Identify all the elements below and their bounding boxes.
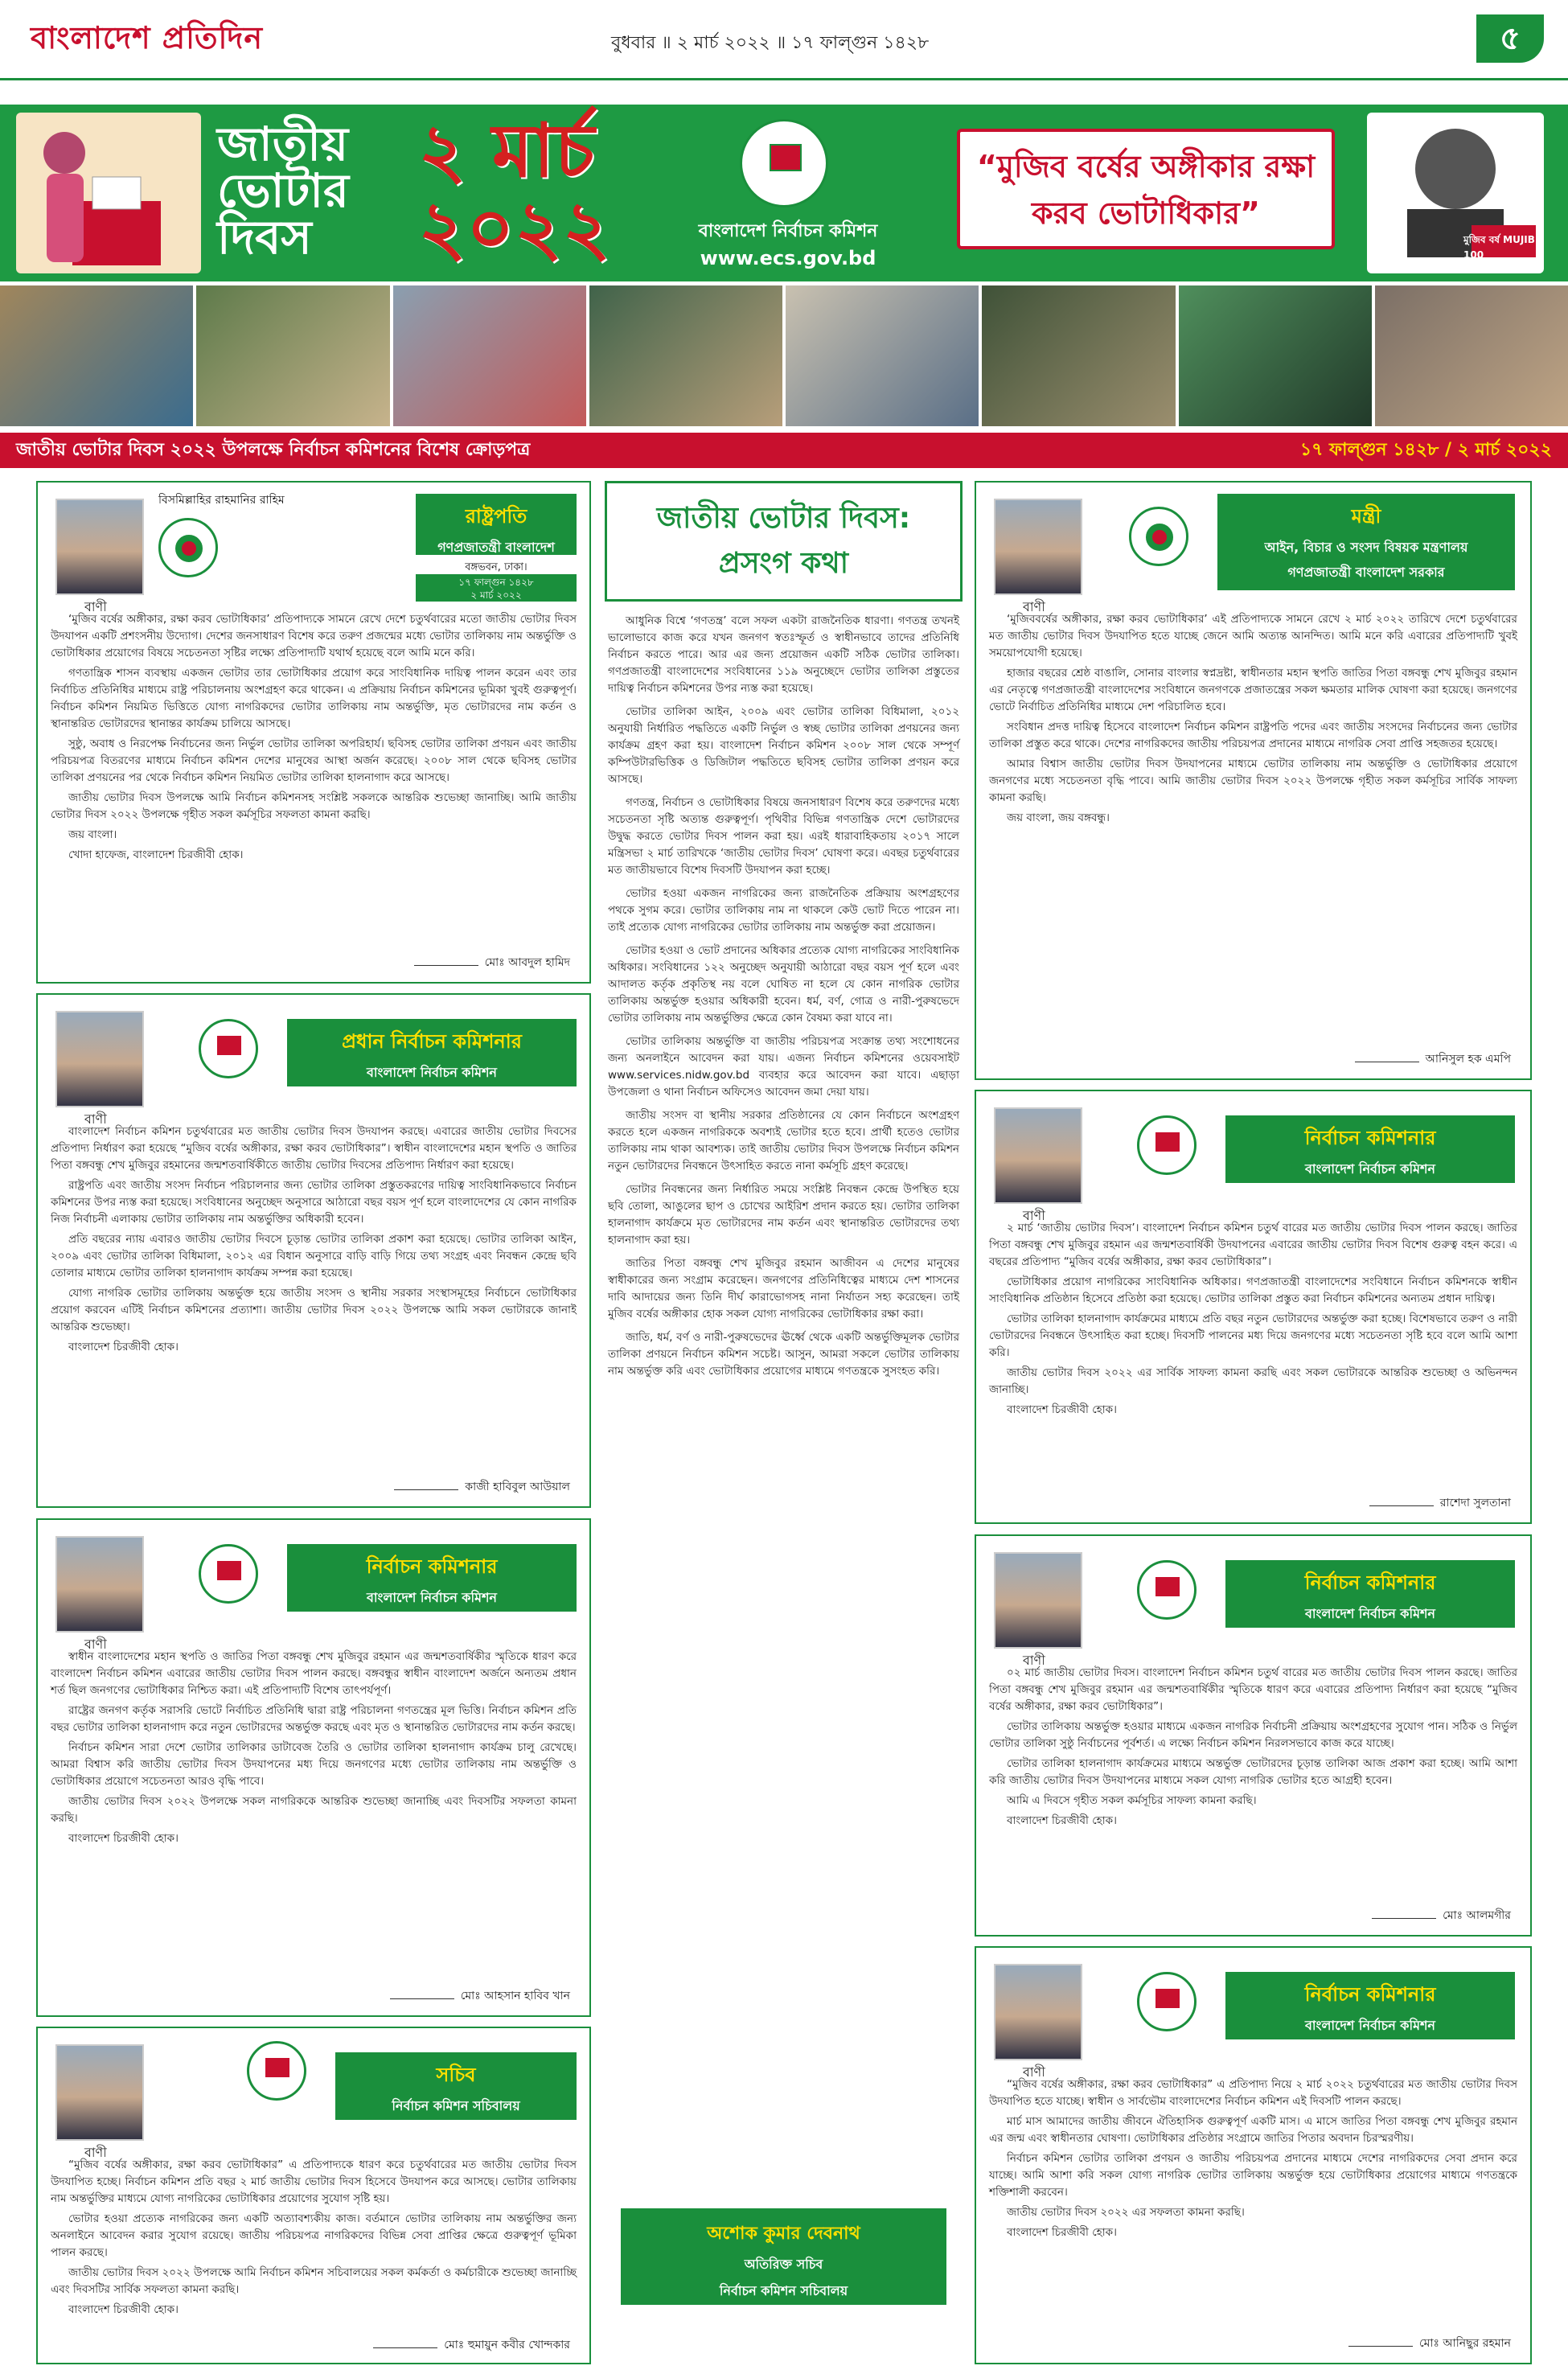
commissioner-message (975, 1946, 1532, 2364)
avatar (55, 1536, 144, 1633)
mujib-badge-text: মুজিব বর্ষ MUJIB 100 (1463, 234, 1535, 261)
voter-illustration (16, 113, 201, 273)
article-paragraph: জাতির পিতা বঙ্গবন্ধু শেখ মুজিবুর রহমান আজীবন এ দেশের মানুষের স্বাধীকারের জন্য সংগ্রাম করেছেন। জনগণের প্রতিনিধিত্বের মাধ্যমে দেশ শাসনের দাবি আদায়ের জন্য তিনি দীর্ঘ কারাভোগসহ নানা নির্যাতন সহ্য করেছেন। তাই মুজিব বর্ষের অঙ্গীকার হোক সকল যোগ্য নাগরিকের ভোটাধিকার রক্ষা করা। (608, 1257, 959, 1320)
avatar (55, 1011, 144, 1107)
avatar (994, 1964, 1082, 2060)
cec-message (36, 993, 591, 1508)
president-message (36, 481, 591, 984)
commissioner-message (975, 1534, 1532, 1937)
election-commission-logo (247, 2041, 306, 2101)
message-label: বাণী (1023, 1208, 1045, 1223)
avatar (994, 1552, 1082, 1649)
signature: মোঃ হুমায়ুন কবীর খোন্দকার (373, 2335, 570, 2355)
signature: মোঃ আহসান হাবিব খান (390, 1986, 570, 2006)
dateline: বুধবার ॥ ২ মার্চ ২০২২ ॥ ১৭ ফাল্গুন ১৪২৮ (611, 33, 930, 53)
banner-date: ২ মার্চ ২০২২ (418, 108, 611, 271)
article-paragraph: ভোটার হওয়া একজন নাগরিকের জন্য রাজনৈতিক প্রক্রিয়ায় অংশগ্রহণের পথকে সুগম করে। ভোটার তালিকায় নাম না থাকলে কেউ ভোট দিতে পারেন না। তাই প্রত্যেক যোগ্য নাগরিকের ভোটার তালিকায় নাম অন্তর্ভুক্ত করা প্রয়োজন। (608, 887, 959, 934)
event-photo[interactable] (589, 285, 782, 426)
message-body: ‘মুজিব বর্ষের অঙ্গীকার, রক্ষা করব ভোটাধিকার’ প্রতিপাদ্যকে সামনে রেখে দেশে চতুর্থবারের মতো জাতীয় ভোটার দিবস উদযাপন একটি প্রশংসনীয় উদ্যোগ। দেশের জনসাধারণ বিশেষ করে তরুণ প্রজন্মের মধ্যে ভোটার তালিকায় নাম অন্তর্ভুক্তি ও ভোটাধিকার প্রয়োগের বিষয়ে সচেতনতা সৃষ্টির লক্ষ্যে প্রতিপাদ্যটি যথার্থ হয়েছে বলে আমি মনে করি। গণতান্ত্রিক শাসন ব্যবস্থায় একজন ভোটার তার ভোটাধিকার প্রয়োগ করে সাংবিধানিক দায়িত্ব পালন করেন এবং তার নির্বাচিত প্রতিনিধির মাধ্যমে রাষ্ট্র পরিচালনায় অংশগ্রহণ করে থাকেন। এ প্রক্রিয়ায় নির্বাচন কমিশনের ভূমিকা খুবই গুরুত্বপূর্ণ। নির্বাচন কমিশন নিয়মিত ভিত্তিতে যোগ্য নাগরিকদের ভোটার তালিকায় নাম অন্তর্ভুক্তি, মৃত ভোটারদের নাম কর্তন ও স্থানান্তরিত ভোটারদের স্থানান্তর কার্যক্রম চালিয়ে আসছে। সুষ্ঠু, অবাধ ও নিরপেক্ষ নির্বাচনের জন্য নির্ভুল ভোটার তালিকা অপরিহার্য। ছবিসহ ভোটার তালিকা প্রণয়ন এবং জাতীয় পরিচয়পত্র বিতরণের মাধ্যমে নির্বাচন কমিশন দেশের মানুষের আস্থা অর্জন করেছে। ২০০৮ সাল থেকে ছবিসহ ভোটার তালিকা প্রণয়নের পর থেকে নির্বাচন কমিশন নিয়মিত ভোটার তালিকা হালনাগাদ করে আসছে। জাতীয় ভোটার দিবস উপলক্ষে আমি নির্বাচন কমিশনসহ সংশ্লিষ্ট সকলকে আন্তরিক শুভেচ্ছা জানাচ্ছি। আমি জাতীয় ভোটার দিবস ২০২২ উপলক্ষে গৃহীত সকল কর্মসূচির সফলতা কামনা করছি। জয় বাংলা। খোদা হাফেজ, বাংলাদেশ চিরজীবী হোক। (51, 613, 577, 861)
avatar (55, 499, 144, 595)
message-label: বাণী (84, 1637, 107, 1652)
message-body: ‘মুজিববর্ষের অঙ্গীকার, রক্ষা করব ভোটাধিকার’ এই প্রতিপাদ্যকে সামনে রেখে ২ মার্চ ২০২২ তারিখে দেশে চতুর্থবারের মত জাতীয় ভোটার দিবস উদযাপিত হতে যাচ্ছে জেনে আমি অত্যন্ত আনন্দিত। আমি মনে করি এবারের প্রতিপাদ্যটি খুবই সময়োপযোগী হয়েছে। হাজার বছরের শ্রেষ্ঠ বাঙালি, সোনার বাংলার স্বপ্নদ্রষ্টা, স্বাধীনতার মহান স্থপতি জাতির পিতা বঙ্গবন্ধু শেখ মুজিবুর রহমান এর নেতৃত্বে গণপ্রজাতন্ত্রী বাংলাদেশের সংবিধানে জনগণকে প্রজাতন্ত্রের সকল ক্ষমতার মালিক ঘোষণা করা হয়েছে। জনগণের ভোটে নির্বাচিত প্রতিনিধির মাধ্যমে দেশ পরিচালিত হবে। সংবিধান প্রদত্ত দায়িত্ব হিসেবে বাংলাদেশ নির্বাচন কমিশন রাষ্ট্রপতি পদের এবং জাতীয় সংসদের নির্বাচনের জন্য ভোটার তালিকা প্রস্তুত করে থাকে। দেশের নাগরিকদের জাতীয় পরিচয়পত্র প্রদানের মাধ্যমে নাগরিক সেবা প্রাপ্তি সহজতর হয়েছে। আমার বিশ্বাস জাতীয় ভোটার দিবস উদযাপনের মাধ্যমে ভোটার তালিকায় নাম অন্তর্ভুক্তি ও ভোটাধিকার প্রয়োগে জনগণের মধ্যে সচেতনতা বৃদ্ধি পাবে। আমি জাতীয় ভোটার দিবস ২০২২ উপলক্ষে গৃহীত সকল কর্মসূচির সার্বিক সাফল্য কামনা করছি। জয় বাংলা, জয় বঙ্গবন্ধু। (989, 613, 1517, 824)
election-commission-logo (199, 1544, 258, 1604)
article-paragraph: ভোটার তালিকায় অন্তর্ভুক্তি বা জাতীয় পরিচয়পত্র সংক্রান্ত তথ্য সংশোধনের জন্য অনলাইনে আবেদন করা যায়। এজন্য নির্বাচন কমিশনের ওয়েবসাইট www.services.nidw.gov.bd ব্যবহার করে আবেদন করা যাবে। এছাড়া উপজেলা ও থানা নির্বাচন অফিসেও আবেদন জমা দেয়া যায়। (608, 1035, 959, 1099)
mujib-year-badge (1367, 113, 1544, 273)
commissioner-message (975, 1090, 1532, 1524)
president-title-tag: রাষ্ট্রপতি গণপ্রজাতন্ত্রী বাংলাদেশ (416, 494, 577, 555)
election-commission-logo (1137, 1115, 1197, 1175)
message-body: ০২ মার্চ জাতীয় ভোটার দিবস। বাংলাদেশ নির্বাচন কমিশন চতুর্থ বারের মত জাতীয় ভোটার দিবস পালন করছে। জাতির পিতা বঙ্গবন্ধু শেখ মুজিবুর রহমান এর জন্মশতবার্ষিকীর স্মৃতিকে ধারণ করে এবারের প্রতিপাদ্য নির্ধারণ করা হয়েছে “মুজিব বর্ষের অঙ্গীকার, রক্ষা করব ভোটাধিকার”। ভোটার তালিকায় অন্তর্ভুক্ত হওয়ার মাধ্যমে একজন নাগরিক নির্বাচনী প্রক্রিয়ায় অংশগ্রহণের সুযোগ পান। সঠিক ও নির্ভুল ভোটার তালিকা সুষ্ঠু নির্বাচনের পূর্বশর্ত। এ লক্ষ্যে নির্বাচন কমিশন নিরলসভাবে কাজ করে যাচ্ছে। ভোটার তালিকা হালনাগাদ কার্যক্রমের মাধ্যমে অন্তর্ভুক্ত ভোটারদের চূড়ান্ত তালিকা আজ প্রকাশ করা হচ্ছে। আমি আশা করি জাতীয় ভোটার দিবস উদযাপনের মাধ্যমে সকল যোগ্য নাগরিক ভোটার হতে আগ্রহী হবেন। আমি এ দিবসে গৃহীত সকল কর্মসূচির সাফল্য কামনা করছি। বাংলাদেশ চিরজীবী হোক। (989, 1666, 1517, 1827)
photo-strip (0, 285, 1568, 426)
bangladesh-emblem-icon (158, 518, 218, 577)
article-paragraph: ভোটার হওয়া ও ভোট প্রদানের অধিকার প্রত্যেক যোগ্য নাগরিকের সাংবিধানিক অধিকার। সংবিধানের ১২২ অনুচ্ছেদ অনুযায়ী আঠারো বছর বয়স পূর্ণ হলে এবং আদালত কর্তৃক প্রকৃতিস্থ নয় বলে ঘোষিত না হলে যে কোন নাগরিক ভোটার তালিকায় অন্তর্ভুক্ত হওয়ার অধিকারী হবেন। ধর্ম, বর্ণ, গোত্র ও নারী-পুরুষভেদে ভোটার তালিকায় নাম অন্তর্ভুক্তির ক্ষেত্রে কোন বৈষম্য করা যাবে না। (608, 944, 959, 1025)
signature: আনিসুল হক এমপি (1355, 1049, 1511, 1069)
article-title: জাতীয় ভোটার দিবস: প্রসংগ কথা (605, 481, 963, 602)
banner-slogan: “মুজিব বর্ষের অঙ্গীকার রক্ষা করব ভোটাধিকার” (957, 129, 1335, 249)
secretary-title-tag: সচিব নির্বাচন কমিশন সচিবালয় (335, 2052, 577, 2120)
message-label: বাণী (84, 599, 107, 614)
supplement-title: জাতীয় ভোটার দিবস ২০২২ উপলক্ষে নির্বাচন কমিশনের বিশেষ ক্রোড়পত্র (16, 440, 531, 460)
event-photo[interactable] (982, 285, 1175, 426)
bismillah-text: বিসমিল্লাহির রাহমানির রাহিম (158, 494, 285, 507)
banner-title: জাতীয় ভোটার দিবস (217, 117, 349, 265)
supplement-banner (0, 105, 1568, 281)
article-paragraph: জাতীয় সংসদ বা স্থানীয় সরকার প্রতিষ্ঠানের যে কোন নির্বাচনে অংশগ্রহণ করতে হলে একজন নাগরিককে অবশ্যই ভোটার হতে হবে। প্রার্থী হতেও ভোটার তালিকায় নাম থাকা আবশ্যক। তাই জাতীয় ভোটার দিবস উপলক্ষে নির্বাচন কমিশন নতুন ভোটারদের নিবন্ধনে উৎসাহিত করতে নানা কর্মসূচি গ্রহণ করেছে। (608, 1109, 959, 1173)
page-number: ৫ (1476, 14, 1544, 63)
commission-name: বাংলাদেশ নির্বাচন কমিশন www.ecs.gov.bd (692, 217, 885, 269)
article-paragraph: আধুনিক বিশ্বে ‘গণতন্ত্র’ বলে সফল একটা রাজনৈতিক ধারণা। গণতন্ত্র তখনই ভালোভাবে কাজ করে যখন জনগণ স্বতঃস্ফূর্ত ও স্বাধীনভাবে তাদের প্রতিনিধি নির্বাচন করতে পারে। আর এর জন্য প্রয়োজন একটি সঠিক ভোটার তালিকা। গণপ্রজাতন্ত্রী বাংলাদেশের সংবিধানের ১১৯ অনুচ্ছেদে ভোটার তালিকা প্রস্তুতের দায়িত্ব নির্বাচন কমিশনের উপর ন্যস্ত করা হয়েছে। (608, 614, 959, 695)
avatar (55, 2044, 144, 2141)
signature: মোঃ আনিছুর রহমান (1348, 2334, 1511, 2353)
signature: মোঃ আবদুল হামিদ (414, 953, 570, 972)
message-body: স্বাধীন বাংলাদেশের মহান স্থপতি ও জাতির পিতা বঙ্গবন্ধু শেখ মুজিবুর রহমান এর জন্মশতবার্ষিকীর স্মৃতিকে ধারণ করে বাংলাদেশ নির্বাচন কমিশন এবারের জাতীয় ভোটার দিবস পালন করছে। বঙ্গবন্ধুর স্বাধীন বাংলাদেশ অর্জনে অন্যতম প্রধান শর্ত ছিল জনগণের ভোটাধিকার নিশ্চিত করা। এই প্রতিপাদ্যটি বিশেষ তাৎপর্যপূর্ণ। রাষ্ট্রের জনগণ কর্তৃক সরাসরি ভোটে নির্বাচিত প্রতিনিধি দ্বারা রাষ্ট্র পরিচালনা গণতন্ত্রের মূল ভিত্তি। নির্বাচন কমিশন প্রতি বছর ভোটার তালিকা হালনাগাদ করে নতুন ভোটারদের অন্তর্ভুক্ত করছে এবং মৃত ও স্থানান্তরিত ভোটারদের নাম কর্তন করছে। নির্বাচন কমিশন সারা দেশে ভোটার তালিকার ডাটাবেজ তৈরি ও ভোটার তালিকা হালনাগাদ কার্যক্রম চালু রেখেছে। আমরা বিশ্বাস করি জাতীয় ভোটার দিবস উদযাপনের মধ্য দিয়ে জনগণের মধ্যে ভোটার তালিকায় নাম অন্তর্ভুক্তি ও ভোটাধিকার প্রয়োগে সচেতনতা আরও বৃদ্ধি পাবে। জাতীয় ভোটার দিবস ২০২২ উপলক্ষে সকল নাগরিককে আন্তরিক শুভেচ্ছা জানাচ্ছি এবং দিবসটির সফলতা কামনা করছি। বাংলাদেশ চিরজীবী হোক। (51, 1650, 577, 1845)
ballot-icon (16, 113, 201, 273)
message-label: বাণী (84, 2145, 107, 2160)
commission-url[interactable]: www.ecs.gov.bd (700, 247, 876, 269)
message-body: “মুজিব বর্ষের অঙ্গীকার, রক্ষা করব ভোটাধিকার” এ প্রতিপাদ্য নিয়ে ২ মার্চ ২০২২ চতুর্থবারের মত জাতীয় ভোটার দিবস উদযাপিত হতে যাচ্ছে। স্বাধীন ও সার্বভৌম বাংলাদেশের নির্বাচন কমিশন এই দিবসটি পালন করছে। মার্চ মাস আমাদের জাতীয় জীবনে ঐতিহাসিক গুরুত্বপূর্ণ একটি মাস। এ মাসে জাতির পিতা বঙ্গবন্ধু শেখ মুজিবুর রহমান এর জন্ম এবং স্বাধীনতার ঘোষণা। ভোটাধিকার প্রতিষ্ঠার সংগ্রামে জাতির পিতার অবদান চিরস্মরণীয়। নির্বাচন কমিশন ভোটার তালিকা প্রণয়ন ও জাতীয় পরিচয়পত্র প্রদানের মাধ্যমে দেশের নাগরিকদের সেবা প্রদান করে যাচ্ছে। আমি আশা করি সকল যোগ্য নাগরিক ভোটার তালিকায় অন্তর্ভুক্ত হয়ে ভোটাধিকার প্রয়োগের মাধ্যমে গণতন্ত্রকে শক্তিশালী করবেন। জাতীয় ভোটার দিবস ২০২২ এর সফলতা কামনা করছি। বাংলাদেশ চিরজীবী হোক। (989, 2078, 1517, 2239)
election-commission-logo (199, 1019, 258, 1078)
message-label: বাণী (84, 1111, 107, 1127)
avatar (994, 1107, 1082, 1204)
secretary-message (36, 2027, 591, 2364)
election-commission-logo (1137, 1560, 1197, 1620)
signature: কাজী হাবিবুল আউয়াল (394, 1477, 570, 1497)
commissioner-message (36, 1518, 591, 2017)
commissioner-title-tag: নির্বাচন কমিশনার বাংলাদেশ নির্বাচন কমিশন (1225, 1972, 1515, 2039)
event-photo[interactable] (1179, 285, 1372, 426)
article-paragraph: জাতি, ধর্ম, বর্ণ ও নারী-পুরুষভেদের ঊর্ধ্বে থেকে একটি অন্তর্ভুক্তিমূলক ভোটার তালিকা প্রণয়নে নির্বাচন কমিশন সচেষ্ট। আসুন, আমরা সকলে ভোটার তালিকায় নাম অন্তর্ভুক্ত করি এবং ভোটাধিকার প্রয়োগের মাধ্যমে গণতন্ত্রকে সুসংহত করি। (608, 1331, 959, 1378)
article-author: অশোক কুমার দেবনাথ অতিরিক্ত সচিব নির্বাচন কমিশন সচিবালয় (621, 2208, 946, 2305)
signature: রাশেদা সুলতানা (1369, 1493, 1511, 1513)
message-body: ২ মার্চ ‘জাতীয় ভোটার দিবস’। বাংলাদেশ নির্বাচন কমিশন চতুর্থ বারের মত জাতীয় ভোটার দিবস পালন করছে। জাতির পিতা বঙ্গবন্ধু শেখ মুজিবুর রহমান এর জন্মশতবার্ষিকী উদযাপনের এবারের জাতীয় ভোটার দিবস বিশেষ গুরুত্ব বহন করে। এ বছরের প্রতিপাদ্য “মুজিব বর্ষের অঙ্গীকার, রক্ষা করব ভোটাধিকার”। ভোটাধিকার প্রয়োগ নাগরিকের সাংবিধানিক অধিকার। গণপ্রজাতন্ত্রী বাংলাদেশের সংবিধানে নির্বাচন কমিশনকে স্বাধীন সাংবিধানিক প্রতিষ্ঠান হিসেবে প্রতিষ্ঠা করা হয়েছে। ভোটার তালিকা প্রস্তুত করা নির্বাচন কমিশনের অন্যতম প্রধান দায়িত্ব। ভোটার তালিকা হালনাগাদ কার্যক্রমের মাধ্যমে প্রতি বছর নতুন ভোটারদের অন্তর্ভুক্ত করা হচ্ছে। বিশেষভাবে তরুণ ও নারী ভোটারদের নিবন্ধনে উৎসাহিত করা হচ্ছে। দিবসটি পালনের মধ্য দিয়ে জনগণের মধ্যে সচেতনতা সৃষ্টি হবে বলে আমি আশা করি। জাতীয় ভোটার দিবস ২০২২ এর সার্বিক সাফল্য কামনা করছি এবং সকল ভোটারকে আন্তরিক শুভেচ্ছা ও অভিনন্দন জানাচ্ছি। বাংলাদেশ চিরজীবী হোক। (989, 1222, 1517, 1416)
feature-article (605, 481, 963, 2363)
message-body: বাংলাদেশ নির্বাচন কমিশন চতুর্থবারের মত জাতীয় ভোটার দিবস উদযাপন করছে। এবারের জাতীয় ভোটার দিবসের প্রতিপাদ্য নির্ধারণ করা হয়েছে “মুজিব বর্ষের অঙ্গীকার, রক্ষা করব ভোটাধিকার”। স্বাধীন বাংলাদেশের মহান স্থপতি ও জাতির পিতা বঙ্গবন্ধু শেখ মুজিবুর রহমানের জন্মশতবার্ষিকীতে জাতীয় ভোটার দিবসের প্রতিপাদ্য নির্ধারণ করা হয়েছে। রাষ্ট্রপতি এবং জাতীয় সংসদ নির্বাচন পরিচালনার জন্য ভোটার তালিকা প্রস্তুতকরণের দায়িত্ব সাংবিধানিকভাবে নির্বাচন কমিশনের উপর ন্যস্ত করা হয়েছে। সংবিধানের অনুচ্ছেদ অনুসারে আঠারো বছর বয়স পূর্ণ হলে বাংলাদেশের যে কোন নাগরিক নিজ নির্বাচনী এলাকায় ভোটার তালিকায় নাম অন্তর্ভুক্তির অধিকারী হবেন। প্রতি বছরের ন্যায় এবারও জাতীয় ভোটার দিবসে চূড়ান্ত ভোটার তালিকা প্রকাশ করা হয়েছে। ভোটার তালিকা আইন, ২০০৯ এবং ভোটার তালিকা বিধিমালা, ২০১২ এর বিধান অনুসারে বাড়ি বাড়ি গিয়ে তথ্য সংগ্রহ এবং নিবন্ধন কেন্দ্রে ছবি তোলার মাধ্যমে ভোটার তালিকা হালনাগাদ কার্যক্রম সম্পন্ন করা হয়েছে। যোগ্য নাগরিক ভোটার তালিকায় অন্তর্ভুক্ত হয়ে জাতীয় সংসদ ও স্থানীয় সরকার সংস্থাসমূহের নির্বাচনে ভোটাধিকার প্রয়োগ করবেন এটিই নির্বাচন কমিশনের প্রত্যাশা। জাতীয় ভোটার দিবস ২০২২ উপলক্ষে আমি সকল ভোটারকে জানাই আন্তরিক শুভেচ্ছা। বাংলাদেশ চিরজীবী হোক। (51, 1125, 577, 1353)
newspaper-logo[interactable]: বাংলাদেশ প্রতিদিন (31, 20, 264, 55)
supplement-subheader (0, 433, 1568, 468)
message-label: বাণী (1023, 1653, 1045, 1668)
signature: মোঃ আলমগীর (1372, 1906, 1511, 1925)
cec-title-tag: প্রধান নির্বাচন কমিশনার বাংলাদেশ নির্বাচন কমিশন (287, 1019, 577, 1086)
minister-message (975, 481, 1532, 1080)
supplement-date: ১৭ ফাল্গুন ১৪২৮ / ২ মার্চ ২০২২ (1299, 440, 1552, 460)
article-paragraph: ভোটার নিবন্ধনের জন্য নির্ধারিত সময়ে সংশ্লিষ্ট নিবন্ধন কেন্দ্রে উপস্থিত হয়ে ছবি তোলা, আঙুলের ছাপ ও চোখের আইরিশ প্রদান করতে হয়। ভোটার তালিকা হালনাগাদ কার্যক্রমে মৃত ভোটারদের নাম কর্তন এবং স্থানান্তরিত ভোটারদের তথ্য হালনাগাদ করা হয়। (608, 1183, 959, 1247)
bangladesh-emblem-icon (1129, 507, 1188, 566)
article-paragraph: গণতন্ত্র, নির্বাচন ও ভোটাধিকার বিষয়ে জনসাধারণ বিশেষ করে তরুণদের মধ্যে সচেতনতা সৃষ্টি অত্যন্ত গুরুত্বপূর্ণ। পৃথিবীর বিভিন্ন গণতান্ত্রিক দেশে ভোটারদের উদ্বুদ্ধ করতে ভোটার দিবস পালন করা হয়। এরই ধারাবাহিকতায় ২০১৭ সালে মন্ত্রিসভা ২ মার্চ তারিখকে ‘জাতীয় ভোটার দিবস’ ঘোষণা করে। এবছর চতুর্থবারের মত জাতীয়ভাবে বিশেষ দিবসটি উদযাপন করা হচ্ছে। (608, 796, 959, 877)
message-label: বাণী (1023, 599, 1045, 614)
event-photo[interactable] (786, 285, 979, 426)
event-photo[interactable] (1375, 285, 1568, 426)
article-body (605, 602, 963, 1380)
commissioner-title-tag: নির্বাচন কমিশনার বাংলাদেশ নির্বাচন কমিশন (1225, 1115, 1515, 1183)
president-place: বঙ্গভবন, ঢাকা। (465, 561, 527, 573)
masthead (0, 0, 1568, 80)
event-photo[interactable] (196, 285, 389, 426)
avatar (994, 499, 1082, 595)
event-photo[interactable] (0, 285, 193, 426)
minister-title-tag: মন্ত্রী আইন, বিচার ও সংসদ বিষয়ক মন্ত্রণালয় গণপ্রজাতন্ত্রী বাংলাদেশ সরকার (1217, 494, 1515, 590)
article-paragraph: ভোটার তালিকা আইন, ২০০৯ এবং ভোটার তালিকা বিধিমালা, ২০১২ অনুযায়ী নির্ধারিত পদ্ধতিতে একটি নির্ভুল ও স্বচ্ছ ভোটার তালিকা প্রণয়নের জন্য কার্যক্রম গ্রহণ করা হয়। বাংলাদেশ নির্বাচন কমিশন ২০০৮ সাল থেকে সম্পূর্ণ কম্পিউটারভিত্তিক ও ডিজিটাল পদ্ধতিতে ছবিসহ ভোটার তালিকা প্রণয়ন করে আসছে। (608, 705, 959, 786)
president-date: ১৭ ফাল্গুন ১৪২৮ ২ মার্চ ২০২২ (416, 574, 577, 602)
election-commission-logo (740, 119, 828, 207)
commissioner-title-tag: নির্বাচন কমিশনার বাংলাদেশ নির্বাচন কমিশন (287, 1544, 577, 1612)
election-commission-logo (1137, 1972, 1197, 2031)
event-photo[interactable] (393, 285, 586, 426)
commissioner-title-tag: নির্বাচন কমিশনার বাংলাদেশ নির্বাচন কমিশন (1225, 1560, 1515, 1628)
message-label: বাণী (1023, 2064, 1045, 2080)
message-body: “মুজিব বর্ষের অঙ্গীকার, রক্ষা করব ভোটাধিকার” এ প্রতিপাদ্যকে ধারণ করে চতুর্থবারের মত জাতীয় ভোটার দিবস উদযাপিত হচ্ছে। নির্বাচন কমিশন প্রতি বছর ২ মার্চ জাতীয় ভোটার দিবস হিসেবে উদযাপন করে আসছে। ভোটার তালিকায় নাম অন্তর্ভুক্তির মাধ্যমে যোগ্য নাগরিকের ভোটাধিকার প্রয়োগের সুযোগ সৃষ্টি হয়। ভোটার হওয়া প্রত্যেক নাগরিকের জন্য একটি অত্যাবশ্যকীয় কাজ। বর্তমানে ভোটার তালিকায় নাম অন্তর্ভুক্তির জন্য অনলাইনে আবেদন করার সুযোগ রয়েছে। জাতীয় পরিচয়পত্র নাগরিকদের বিভিন্ন সেবা প্রাপ্তির ক্ষেত্রে গুরুত্বপূর্ণ ভূমিকা পালন করছে। জাতীয় ভোটার দিবস ২০২২ উপলক্ষে আমি নির্বাচন কমিশন সচিবালয়ের সকল কর্মকর্তা ও কর্মচারীকে শুভেচ্ছা জানাচ্ছি এবং দিবসটির সার্বিক সফলতা কামনা করছি। বাংলাদেশ চিরজীবী হোক। (51, 2158, 577, 2316)
